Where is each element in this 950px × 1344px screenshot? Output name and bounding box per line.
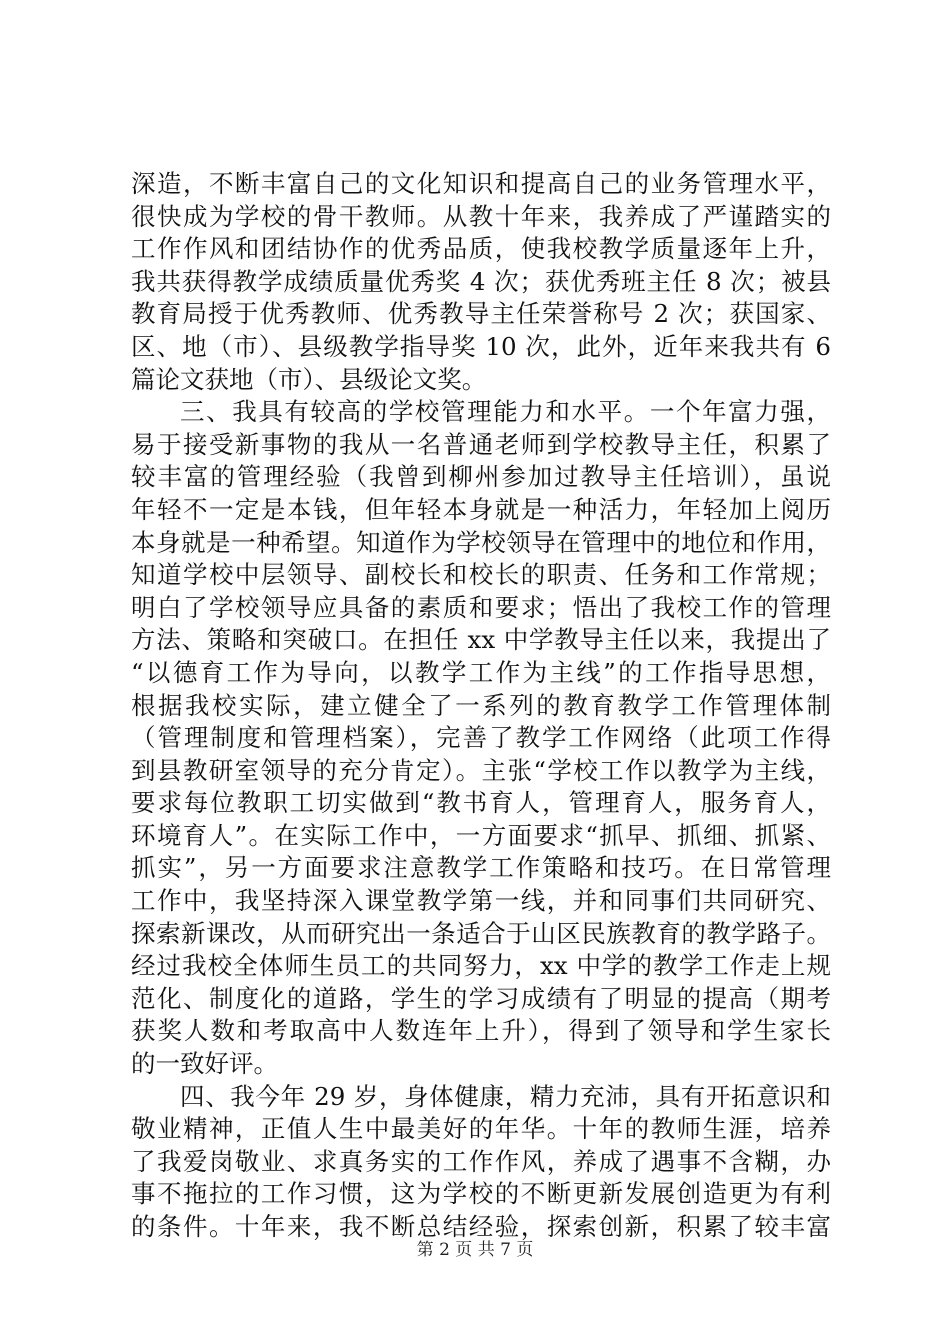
text-line: 到县教研室领导的充分肯定）。主张“学校工作以教学为主线，: [131, 755, 831, 785]
text-line: 教育局授于优秀教师、优秀教导主任荣誉称号 2 次；获国家、: [131, 299, 831, 329]
text-line: 三、我具有较高的学校管理能力和水平。一个年富力强，: [180, 397, 831, 427]
text-line: 事不拖拉的工作习惯，这为学校的不断更新发展创造更为有利: [131, 1179, 831, 1209]
text-line: 知道学校中层领导、副校长和校长的职责、任务和工作常规；: [131, 560, 831, 590]
text-line: 探索新课改，从而研究出一条适合于山区民族教育的教学路子。: [131, 918, 831, 948]
text-line: 区、地（市）、县级教学指导奖 10 次，此外，近年来我共有 6: [131, 331, 831, 361]
text-line: 范化、制度化的道路，学生的学习成绩有了明显的提高（期考: [131, 983, 831, 1013]
text-line: （管理制度和管理档案），完善了教学工作网络（此项工作得: [131, 723, 831, 753]
text-line: 环境育人”。在实际工作中，一方面要求“抓早、抓细、抓紧、: [131, 820, 831, 850]
text-line: 要求每位教职工切实做到“教书育人，管理育人，服务育人，: [131, 788, 831, 818]
text-line: 我共获得教学成绩质量优秀奖 4 次；获优秀班主任 8 次；被县: [131, 266, 831, 296]
text-line: 获奖人数和考取高中人数连年上升），得到了领导和学生家长: [131, 1016, 831, 1046]
text-line: 工作作风和团结协作的优秀品质，使我校教学质量逐年上升，: [131, 234, 831, 264]
text-line: 深造，不断丰富自己的文化知识和提高自己的业务管理水平，: [131, 169, 831, 198]
text-line: 了我爱岗敬业、求真务实的工作作风，养成了遇事不含糊，办: [131, 1146, 831, 1176]
text-line: 篇论文获地（市）、县级论文奖。: [131, 364, 487, 394]
text-line: 四、我今年 29 岁，身体健康，精力充沛，具有开拓意识和: [180, 1081, 831, 1111]
text-line: 很快成为学校的骨干教师。从教十年来，我养成了严谨踏实的: [131, 201, 831, 231]
text-line: 根据我校实际，建立健全了一系列的教育教学工作管理体制: [131, 690, 831, 720]
text-line: 经过我校全体师生员工的共同努力，xx 中学的教学工作走上规: [131, 951, 831, 981]
text-line: 明白了学校领导应具备的素质和要求；悟出了我校工作的管理: [131, 592, 831, 622]
text-line: 年轻不一定是本钱，但年轻本身就是一种活力，年轻加上阅历: [131, 494, 831, 524]
text-line: 方法、策略和突破口。在担任 xx 中学教导主任以来，我提出了: [131, 625, 831, 655]
page-number-footer: 第 2 页 共 7 页: [416, 1240, 534, 1260]
text-line: 的条件。十年来，我不断总结经验，探索创新，积累了较丰富: [131, 1212, 831, 1241]
text-line: 敬业精神，正值人生中最美好的年华。十年的教师生涯，培养: [131, 1114, 831, 1144]
text-line: 抓实”，另一方面要求注意教学工作策略和技巧。在日常管理: [131, 853, 831, 883]
document-body: [131, 168, 831, 1244]
text-line: 较丰富的管理经验（我曾到柳州参加过教导主任培训），虽说: [131, 462, 831, 492]
text-line: 本身就是一种希望。知道作为学校领导在管理中的地位和作用，: [131, 527, 831, 557]
text-line: “以德育工作为导向，以教学工作为主线”的工作指导思想，: [131, 657, 831, 687]
text-line: 的一致好评。: [131, 1049, 278, 1079]
text-line: 易于接受新事物的我从一名普通老师到学校教导主任，积累了: [131, 429, 831, 459]
text-line: 工作中，我坚持深入课堂教学第一线，并和同事们共同研究、: [131, 886, 831, 916]
